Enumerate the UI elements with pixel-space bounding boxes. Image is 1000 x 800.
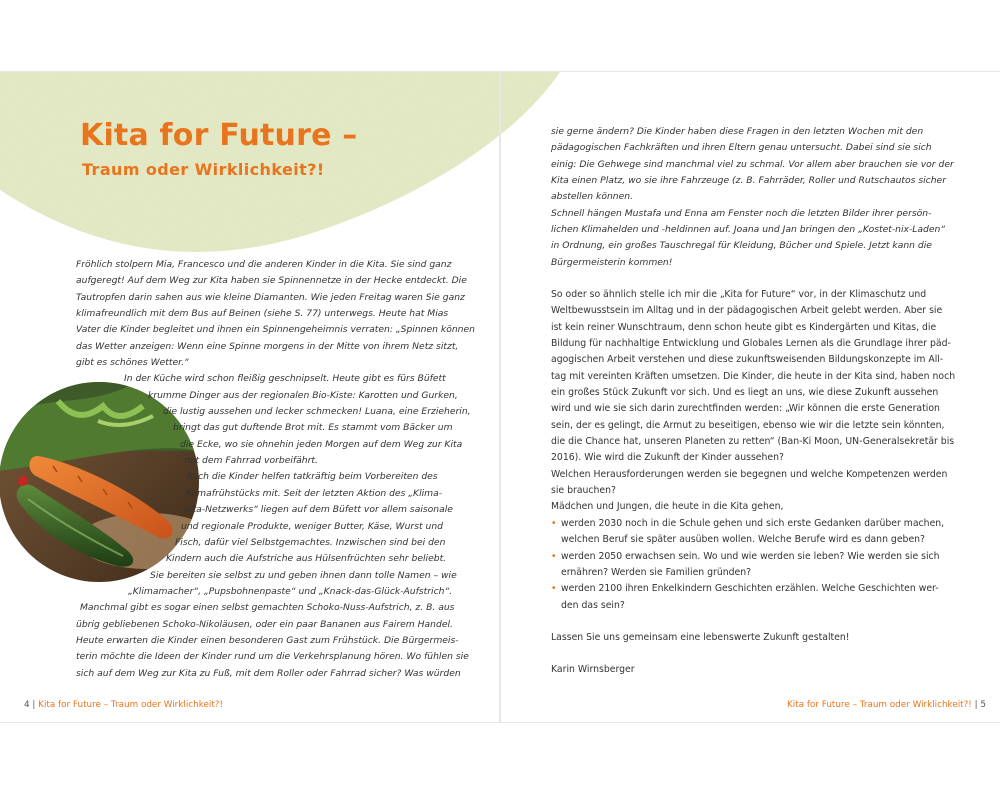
bullet-icon: • [551, 583, 557, 595]
text-line: „Klimamacher“, „Pupsbohnenpaste“ und „Knack-das-Glück-Aufstrich“. [128, 585, 453, 597]
text-line: das Wetter anzeigen: Wenn eine Spinne morgens in der Mitte von ihrem Netz sitzt, [76, 340, 459, 352]
text-line: Heute erwarten die Kinder einen besonderen Gast zum Frühstück. Die Bürgermeis- [76, 634, 459, 646]
footer-running-title: Kita for Future – Traum oder Wirklichkeit?! [38, 700, 223, 710]
text-line: Fröhlich stolpern Mia, Francesco und die anderen Kinder in die Kita. Sie sind ganz [76, 259, 452, 270]
bullet-item [551, 549, 951, 565]
footer-running-title: Kita for Future – Traum oder Wirklichkeit?! [787, 700, 972, 710]
text-line: die Ecke, wo sie ohnehin jeden Morgen auf dem Weg zur Kita [180, 438, 463, 450]
text-line: Kita-Netzwerks“ liegen auf dem Büfett vor allem saisonale [184, 504, 453, 516]
text-line: Bürgermeisterin kommen! [551, 256, 673, 268]
text-line: terin möchte die Ideen der Kinder rund um die Verkehrsplanung hören. Wo fühlen sie [76, 651, 469, 663]
text-line: Weltbewusstsein im Alltag und in der pädagogischen Arbeit gelebt werden. Aber sie [551, 305, 943, 317]
text-line: Kita einen Platz, wo sie ihre Fahrzeuge (z. B. Fahrräder, Roller und Rutschautos sicher [551, 175, 946, 187]
text-line: Sie bereiten sie selbst zu und geben ihnen dann tolle Namen – wie [150, 569, 457, 581]
page-title: Kita for Future – [80, 118, 358, 153]
text-line: krumme Dinger aus der regionalen Bio-Kiste: Karotten und Gurken, [148, 389, 458, 401]
text-line: Bildung für nachhaltige Entwicklung und Globales Lernen als die Grundlage ihrer päd- [551, 338, 951, 350]
text-line: übrig gebliebenen Schoko-Nikoläusen, oder ein paar Bananen aus Fairem Handel. [76, 618, 453, 630]
page-gutter [499, 72, 501, 722]
text-line: abstellen können. [551, 191, 633, 203]
text-line: sie brauchen? [551, 485, 616, 497]
bullet-text: werden 2100 ihren Enkelkindern Geschichten erzählen. Welche Geschichten wer- [561, 583, 939, 595]
text-line: ein großes Stück Zukunft vor sich. Und es liegt an uns, wie diese Zukunft aussehen [551, 387, 939, 399]
text-line: bringt das gut duftende Brot mit. Es stammt vom Bäcker um [173, 422, 453, 434]
text-line: Klimafrühstücks mit. Seit der letzten Aktion des „Klima- [186, 487, 443, 499]
text-line: Auch die Kinder helfen tatkräftig beim Vorbereiten des [186, 471, 438, 483]
bullet-text: werden 2030 noch in die Schule gehen und sich erste Gedanken darüber machen, [561, 517, 945, 529]
text-line: und regionale Produkte, weniger Butter, Käse, Wurst und [181, 520, 443, 532]
text-line: Kindern auch die Aufstriche aus Hülsenfrüchten sehr beliebt. [166, 553, 447, 565]
left-column-text [76, 257, 475, 682]
bullet-continuation: den das sein? [561, 599, 625, 611]
bullet-continuation: welchen Beruf sie später ausüben wollen. Welche Berufe wird es dann geben? [561, 534, 925, 546]
text-line: sein, der es gelingt, die Armut zu beseitigen, ebenso wie wir die letzte sein könnten, [551, 419, 945, 431]
footer-left [24, 700, 223, 710]
text-line: klimafreundlich mit dem Bus auf Beinen (siehe S. 77) unterwegs. Heute hat Mias [76, 308, 449, 320]
text-line: Fisch, dafür viel Selbstgemachtes. Inzwischen sind bei den [175, 536, 446, 548]
right-column-essay [551, 287, 956, 679]
text-line: agogischen Arbeit verstehen und diese zukunftsweisenden Bildungskonzepte im All- [551, 354, 944, 366]
text-line: Manchmal gibt es sogar einen selbst gemachten Schoko-Nuss-Aufstrich, z. B. aus [80, 602, 455, 614]
text-line: pädagogischen Fachkräften und ihren Eltern genau untersucht. Dabei sind sie sich [551, 142, 932, 154]
text-line: mit dem Fahrrad vorbeifährt. [184, 455, 318, 467]
text-line: Vater die Kinder begleitet und ihnen ein Spinnengeheimnis verraten: „Spinnen können [76, 324, 475, 336]
right-column-story [551, 124, 954, 271]
text-line: ist kein reiner Wunschtraum, denn schon heute gibt es Kindergärten und Kitas, die [551, 321, 937, 333]
text-line: tag mit vereinten Kräften umsetzen. Die Kinder, die heute in der Kita sind, haben noch [551, 370, 956, 382]
text-line: gibt es schönes Wetter.“ [76, 357, 189, 369]
text-line: die die Chance hat, unseren Planeten zu retten“ (Ban-Ki Moon, UN-Generalsekretär bis [551, 436, 955, 448]
text-line: Mädchen und Jungen, die heute in die Kita gehen, [551, 501, 784, 513]
title-block [80, 119, 358, 179]
bullet-icon: • [551, 550, 557, 562]
text-line: Tautropfen darin sahen aus wie kleine Diamanten. Wie jeden Freitag waren Sie ganz [76, 291, 465, 303]
signature: Karin Wirnsberger [551, 664, 635, 676]
bullet-icon: • [551, 517, 557, 529]
footer-right [787, 700, 986, 710]
book-spread [0, 71, 1000, 723]
text-line: aufgeregt! Auf dem Weg zur Kita haben sie Spinnennetze in der Hecke entdeckt. Die [76, 275, 467, 287]
text-line: in Ordnung, ein großes Tauschregal für Kleidung, Bücher und Spiele. Jetzt kann die [551, 240, 932, 252]
bullet-item [551, 581, 951, 597]
page-number-left: 4 [24, 700, 30, 710]
footer-separator: | [971, 700, 981, 710]
text-line: In der Küche wird schon fleißig geschnipselt. Heute gibt es fürs Büfett [124, 373, 446, 385]
text-line: lichen Klimahelden und -heldinnen auf. Joana und Jan bringen den „Kostet-nix-Laden“ [551, 224, 946, 236]
text-line: einig: Die Gehwege sind manchmal viel zu schmal. Vor allem aber brauchen sie vor der [551, 158, 954, 170]
bullet-item [551, 516, 951, 532]
bullet-text: werden 2050 erwachsen sein. Wo und wie werden sie leben? Wie werden sie sich [561, 550, 940, 562]
footer-separator: | [29, 700, 39, 710]
text-line: die lustig aussehen und lecker schmecken! Luana, eine Erzieherin, [163, 406, 471, 418]
page-subtitle: Traum oder Wirklichkeit?! [82, 160, 325, 179]
text-line: So oder so ähnlich stelle ich mir die „Kita for Future“ vor, in der Klimaschutz und [551, 289, 927, 300]
page-number-right: 5 [980, 700, 986, 710]
bullet-continuation: ernähren? Werden sie Familien gründen? [561, 566, 752, 578]
text-line: sich auf dem Weg zur Kita zu Fuß, mit dem Roller oder Fahrrad sicher? Was würden [76, 667, 461, 679]
text-line: sie gerne ändern? Die Kinder haben diese Fragen in den letzten Wochen mit den [551, 126, 924, 137]
text-line: Schnell hängen Mustafa und Enna am Fenster noch die letzten Bilder ihrer persön- [551, 207, 932, 219]
text-line: wird und wie sie sich darin zurechtfinden werden: „Wir können die erste Generation [551, 403, 940, 415]
closing-line: Lassen Sie uns gemeinsam eine lebenswerte Zukunft gestalten! [551, 631, 850, 643]
text-line: 2016). Wie wird die Zukunft der Kinder aussehen? [551, 452, 784, 464]
text-line: Welchen Herausforderungen werden sie begegnen und welche Kompetenzen werden [551, 468, 948, 480]
